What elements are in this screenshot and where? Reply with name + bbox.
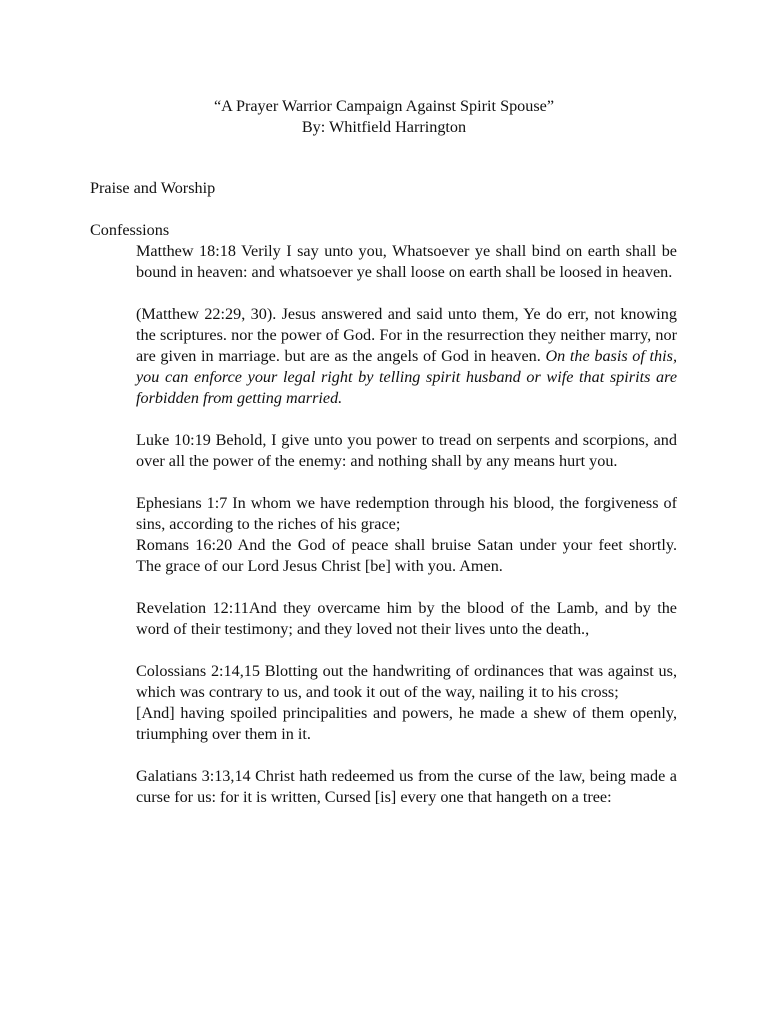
paragraph-colossians-2-cont — [136, 703, 677, 745]
paragraph-text: [And] having spoiled principalities and powers, he made a shew of them openly, triumphing over them in it. — [136, 704, 677, 743]
paragraph-text: Revelation 12:11And they overcame him by the blood of the Lamb, and by the word of their testimony; and they loved not their lives unto the death., — [136, 599, 677, 638]
paragraph-text: Colossians 2:14,15 Blotting out the handwriting of ordinances that was against us, which was contrary to us, and took it out of the way, nailing it to his cross; — [136, 662, 677, 701]
title-block — [0, 96, 768, 138]
confessions-body — [136, 241, 677, 829]
paragraph-text: Matthew 18:18 Verily I say unto you, Whatsoever ye shall bind on earth shall be bound in heaven: and whatsoever ye shall loose on earth shall be loosed in heaven. — [136, 242, 677, 281]
paragraph-text: Romans 16:20 And the God of peace shall bruise Satan under your feet shortly. The grace of our Lord Jesus Christ [be] with you. Amen. — [136, 536, 677, 575]
paragraph-text: (Matthew 22:29, 30). Jesus answered and said unto them, Ye do err, not knowing the scriptures. nor the power of God. For in the resurrection they neither marry, nor are given in marriage. but are as the angels of God in heaven. — [136, 305, 677, 365]
section-heading-confessions: Confessions — [90, 221, 170, 239]
paragraph-ephesians-1 — [136, 493, 677, 535]
paragraph-text: Luke 10:19 Behold, I give unto you power to tread on serpents and scorpions, and over all the power of the enemy: and nothing shall by any means hurt you. — [136, 431, 677, 470]
document-author: By: Whitfield Harrington — [301, 118, 467, 136]
document-title: “A Prayer Warrior Campaign Against Spirit Spouse” — [213, 97, 555, 115]
paragraph-galatians-3 — [136, 766, 677, 808]
paragraph-italic-note: On the basis of this, you can enforce your legal right by telling spirit husband or wife that spirits are forbidden from getting married. — [136, 347, 677, 407]
paragraph-text: Ephesians 1:7 In whom we have redemption through his blood, the forgiveness of sins, according to the riches of his grace; — [136, 494, 677, 533]
paragraph-matthew-18 — [136, 241, 677, 283]
paragraph-revelation-12 — [136, 598, 677, 640]
paragraph-matthew-22 — [136, 304, 677, 409]
paragraph-colossians-2 — [136, 661, 677, 703]
paragraph-text: Galatians 3:13,14 Christ hath redeemed us from the curse of the law, being made a curse for us: for it is written, Cursed [is] every one that hangeth on a tree: — [136, 767, 677, 806]
section-heading-praise: Praise and Worship — [90, 179, 216, 197]
paragraph-luke-10 — [136, 430, 677, 472]
paragraph-romans-16 — [136, 535, 677, 577]
